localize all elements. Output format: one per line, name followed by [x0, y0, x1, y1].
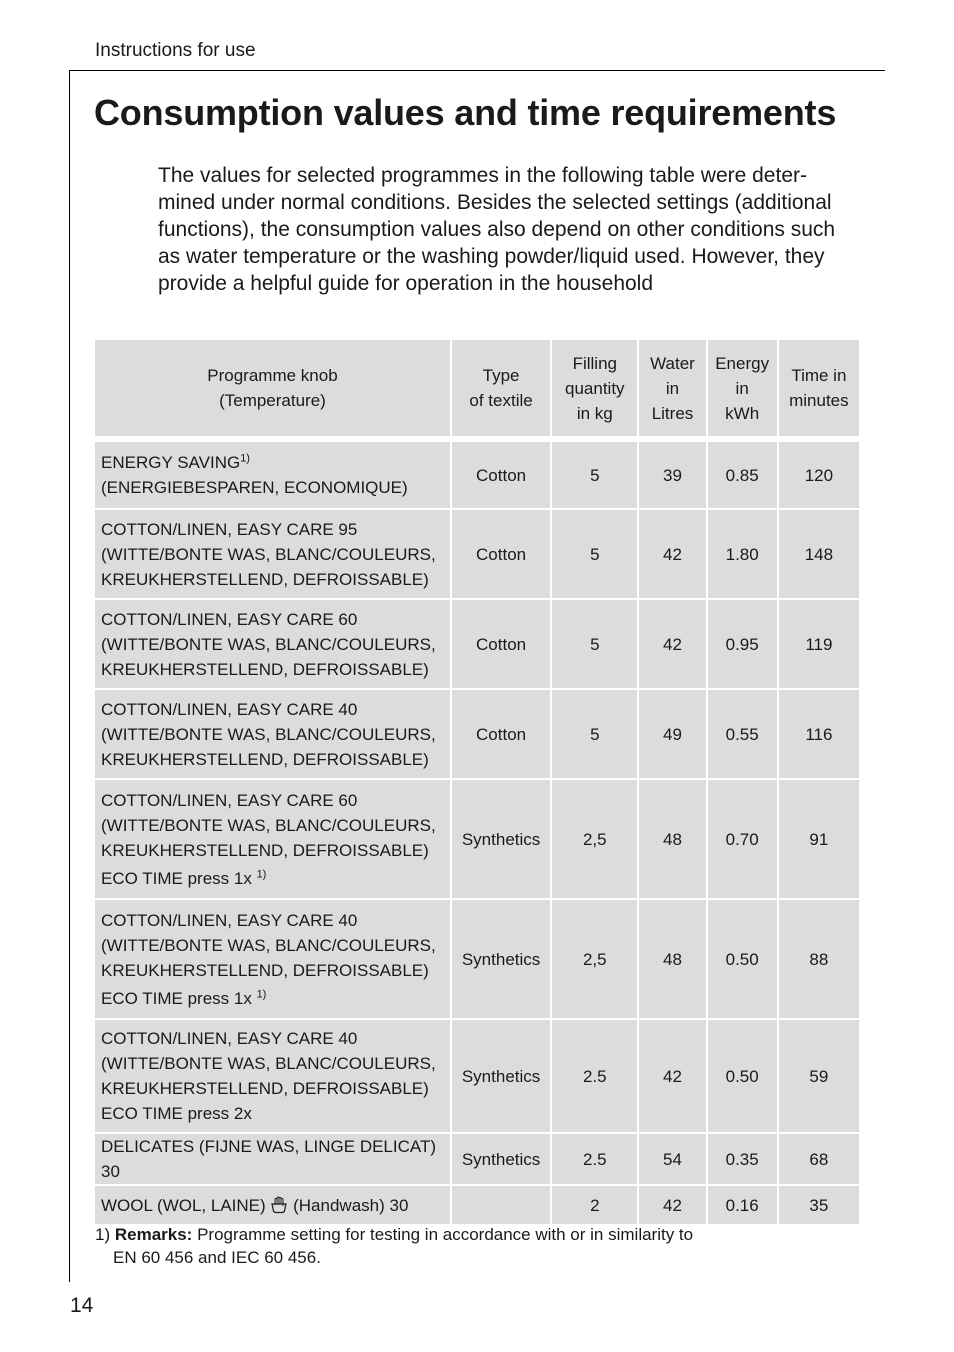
programme-cell: [95, 600, 450, 688]
type-cell: Synthetics: [452, 780, 550, 898]
handwash-icon: [270, 1196, 288, 1214]
water-cell: 48: [639, 780, 705, 898]
page-title: Consumption values and time requirements: [94, 92, 837, 133]
header-water: [639, 340, 705, 436]
programme-line: DELICATES (FIJNE WAS, LINGE DELICAT) 30: [101, 1137, 437, 1181]
header-rule: [69, 70, 885, 71]
footnote-ref: 1): [256, 987, 267, 1000]
programme-line: KREUKHERSTELLEND, DEFROISSABLE): [101, 1079, 429, 1098]
time-cell: 91: [779, 780, 859, 898]
programme-cell: [95, 442, 450, 508]
footnote-ref: 1): [240, 452, 250, 465]
energy-cell: 1.80: [708, 510, 777, 598]
footnote: [95, 1223, 795, 1269]
filling-cell: 5: [552, 690, 637, 778]
water-cell: 39: [639, 442, 705, 508]
filling-cell: 2.5: [552, 1020, 637, 1132]
programme-cell: [95, 510, 450, 598]
table-row: [95, 1020, 859, 1132]
programme-line: COTTON/LINEN, EASY CARE 40: [101, 699, 358, 719]
time-cell: 119: [779, 600, 859, 688]
running-header: Instructions for use: [95, 40, 256, 61]
margin-rule: [69, 70, 70, 1282]
programme-line: (WITTE/BONTE WAS, BLANC/COULEURS,: [101, 724, 436, 744]
intro-paragraph: The values for selected programmes in the following table were deter-mined under normal conditions. Besides the selected settings (additional functions), the consumption values also depend on other conditions such as water temperature or the washing powder/liquid used. However, they provide a helpful guide for operation in the household: [158, 164, 836, 295]
programme-line: (WITTE/BONTE WAS, BLANC/COULEURS,: [101, 544, 436, 564]
type-cell: Synthetics: [452, 1020, 550, 1132]
table-header-row: [95, 340, 859, 436]
header-energy: [708, 340, 777, 436]
filling-cell: 5: [552, 442, 637, 508]
type-cell: Cotton: [452, 600, 550, 688]
programme-cell: [95, 780, 450, 898]
type-cell: Cotton: [452, 690, 550, 778]
programme-line: COTTON/LINEN, EASY CARE 40: [101, 910, 358, 930]
programme-line: WOOL (WOL, LAINE): [101, 1195, 271, 1215]
energy-cell: 0.50: [708, 1020, 777, 1132]
type-cell: Synthetics: [452, 900, 550, 1018]
water-cell: 54: [639, 1134, 705, 1184]
programme-cell: [95, 1020, 450, 1132]
type-cell: Cotton: [452, 442, 550, 508]
water-cell: 42: [639, 510, 705, 598]
programme-line: ECO TIME press 2x: [101, 1104, 252, 1123]
programme-line: COTTON/LINEN, EASY CARE 95: [101, 519, 358, 539]
header-line: in kg: [576, 403, 613, 423]
water-cell: 49: [639, 690, 705, 778]
header-line: Energy: [715, 353, 770, 373]
eco-time-text: ECO TIME press 1x: [101, 988, 257, 1008]
filling-cell: 5: [552, 510, 637, 598]
energy-cell: 0.50: [708, 900, 777, 1018]
programme-line: (Handwash) 30: [288, 1195, 409, 1215]
programme-line: COTTON/LINEN, EASY CARE 60: [101, 609, 358, 629]
table-row: [95, 690, 859, 778]
footnote-text-2: EN 60 456 and IEC 60 456.: [113, 1248, 321, 1267]
filling-cell: 2.5: [552, 1134, 637, 1184]
programme-line: KREUKHERSTELLEND, DEFROISSABLE): [101, 659, 429, 679]
eco-time-line: [101, 983, 446, 1011]
table-row-wool: [95, 1186, 859, 1224]
table-row: [95, 780, 859, 898]
programme-line: (WITTE/BONTE WAS, BLANC/COULEURS,: [101, 1054, 436, 1073]
table-row: [95, 510, 859, 598]
water-cell: 42: [639, 600, 705, 688]
programme-line: ENERGY SAVING: [101, 453, 241, 472]
page-number: 14: [70, 1294, 94, 1317]
table-row: [95, 600, 859, 688]
energy-cell: 0.35: [708, 1134, 777, 1184]
programme-cell: [95, 1134, 450, 1184]
programme-line: (ENERGIEBESPAREN, ECONOMIQUE): [101, 478, 408, 497]
type-cell: [452, 1186, 550, 1224]
filling-cell: 2,5: [552, 900, 637, 1018]
programme-line: COTTON/LINEN, EASY CARE 40: [101, 1029, 358, 1048]
water-cell: 42: [639, 1186, 705, 1224]
consumption-table: [93, 338, 861, 1226]
programme-cell: [95, 690, 450, 778]
programme-line: KREUKHERSTELLEND, DEFROISSABLE): [101, 749, 429, 769]
energy-cell: 0.70: [708, 780, 777, 898]
filling-cell: 2,5: [552, 780, 637, 898]
type-cell: Cotton: [452, 510, 550, 598]
header-line: Water: [650, 353, 695, 373]
programme-cell: [95, 900, 450, 1018]
programme-line: (WITTE/BONTE WAS, BLANC/COULEURS,: [101, 935, 436, 955]
programme-line: (WITTE/BONTE WAS, BLANC/COULEURS,: [101, 815, 436, 835]
header-line: kWh: [725, 403, 760, 423]
programme-cell: [95, 1186, 450, 1224]
energy-cell: 0.95: [708, 600, 777, 688]
header-line: Filling: [572, 353, 617, 373]
header-line: Litres: [651, 403, 694, 423]
table-row: [95, 900, 859, 1018]
water-cell: 48: [639, 900, 705, 1018]
time-cell: 68: [779, 1134, 859, 1184]
time-cell: 88: [779, 900, 859, 1018]
programme-line: KREUKHERSTELLEND, DEFROISSABLE): [101, 569, 429, 589]
header-type: [452, 340, 550, 436]
header-filling: [552, 340, 637, 436]
footnote-ref: 1): [256, 867, 267, 880]
programme-line: KREUKHERSTELLEND, DEFROISSABLE): [101, 960, 429, 980]
time-cell: 116: [779, 690, 859, 778]
header-line: Type: [482, 366, 520, 385]
energy-cell: 0.55: [708, 690, 777, 778]
filling-cell: 2: [552, 1186, 637, 1224]
header-line: in: [665, 378, 680, 398]
footnote-text: Programme setting for testing in accordance with or in similarity to: [192, 1225, 694, 1244]
header-line: (Temperature): [219, 391, 326, 410]
programme-line: KREUKHERSTELLEND, DEFROISSABLE): [101, 840, 429, 860]
programme-line: (WITTE/BONTE WAS, BLANC/COULEURS,: [101, 634, 436, 654]
table-row: [95, 442, 859, 508]
table-row: [95, 1134, 859, 1184]
header-time: [779, 340, 859, 436]
header-line: in: [735, 378, 749, 398]
time-cell: 59: [779, 1020, 859, 1132]
energy-cell: 0.16: [708, 1186, 777, 1224]
header-programme: [95, 340, 450, 436]
header-line: Time in: [791, 366, 847, 385]
water-cell: 42: [639, 1020, 705, 1132]
header-line: quantity: [565, 378, 625, 398]
footnote-label: Remarks:: [114, 1225, 193, 1244]
time-cell: 35: [779, 1186, 859, 1224]
filling-cell: 5: [552, 600, 637, 688]
time-cell: 148: [779, 510, 859, 598]
eco-time-line: [101, 863, 446, 891]
programme-line: COTTON/LINEN, EASY CARE 60: [101, 790, 358, 810]
header-line: minutes: [789, 391, 849, 410]
header-line: of textile: [469, 391, 533, 410]
type-cell: Synthetics: [452, 1134, 550, 1184]
eco-time-text: ECO TIME press 1x: [101, 868, 257, 888]
time-cell: 120: [779, 442, 859, 508]
header-line: Programme knob: [207, 366, 338, 385]
energy-cell: 0.85: [708, 442, 777, 508]
footnote-marker: 1): [95, 1225, 111, 1244]
